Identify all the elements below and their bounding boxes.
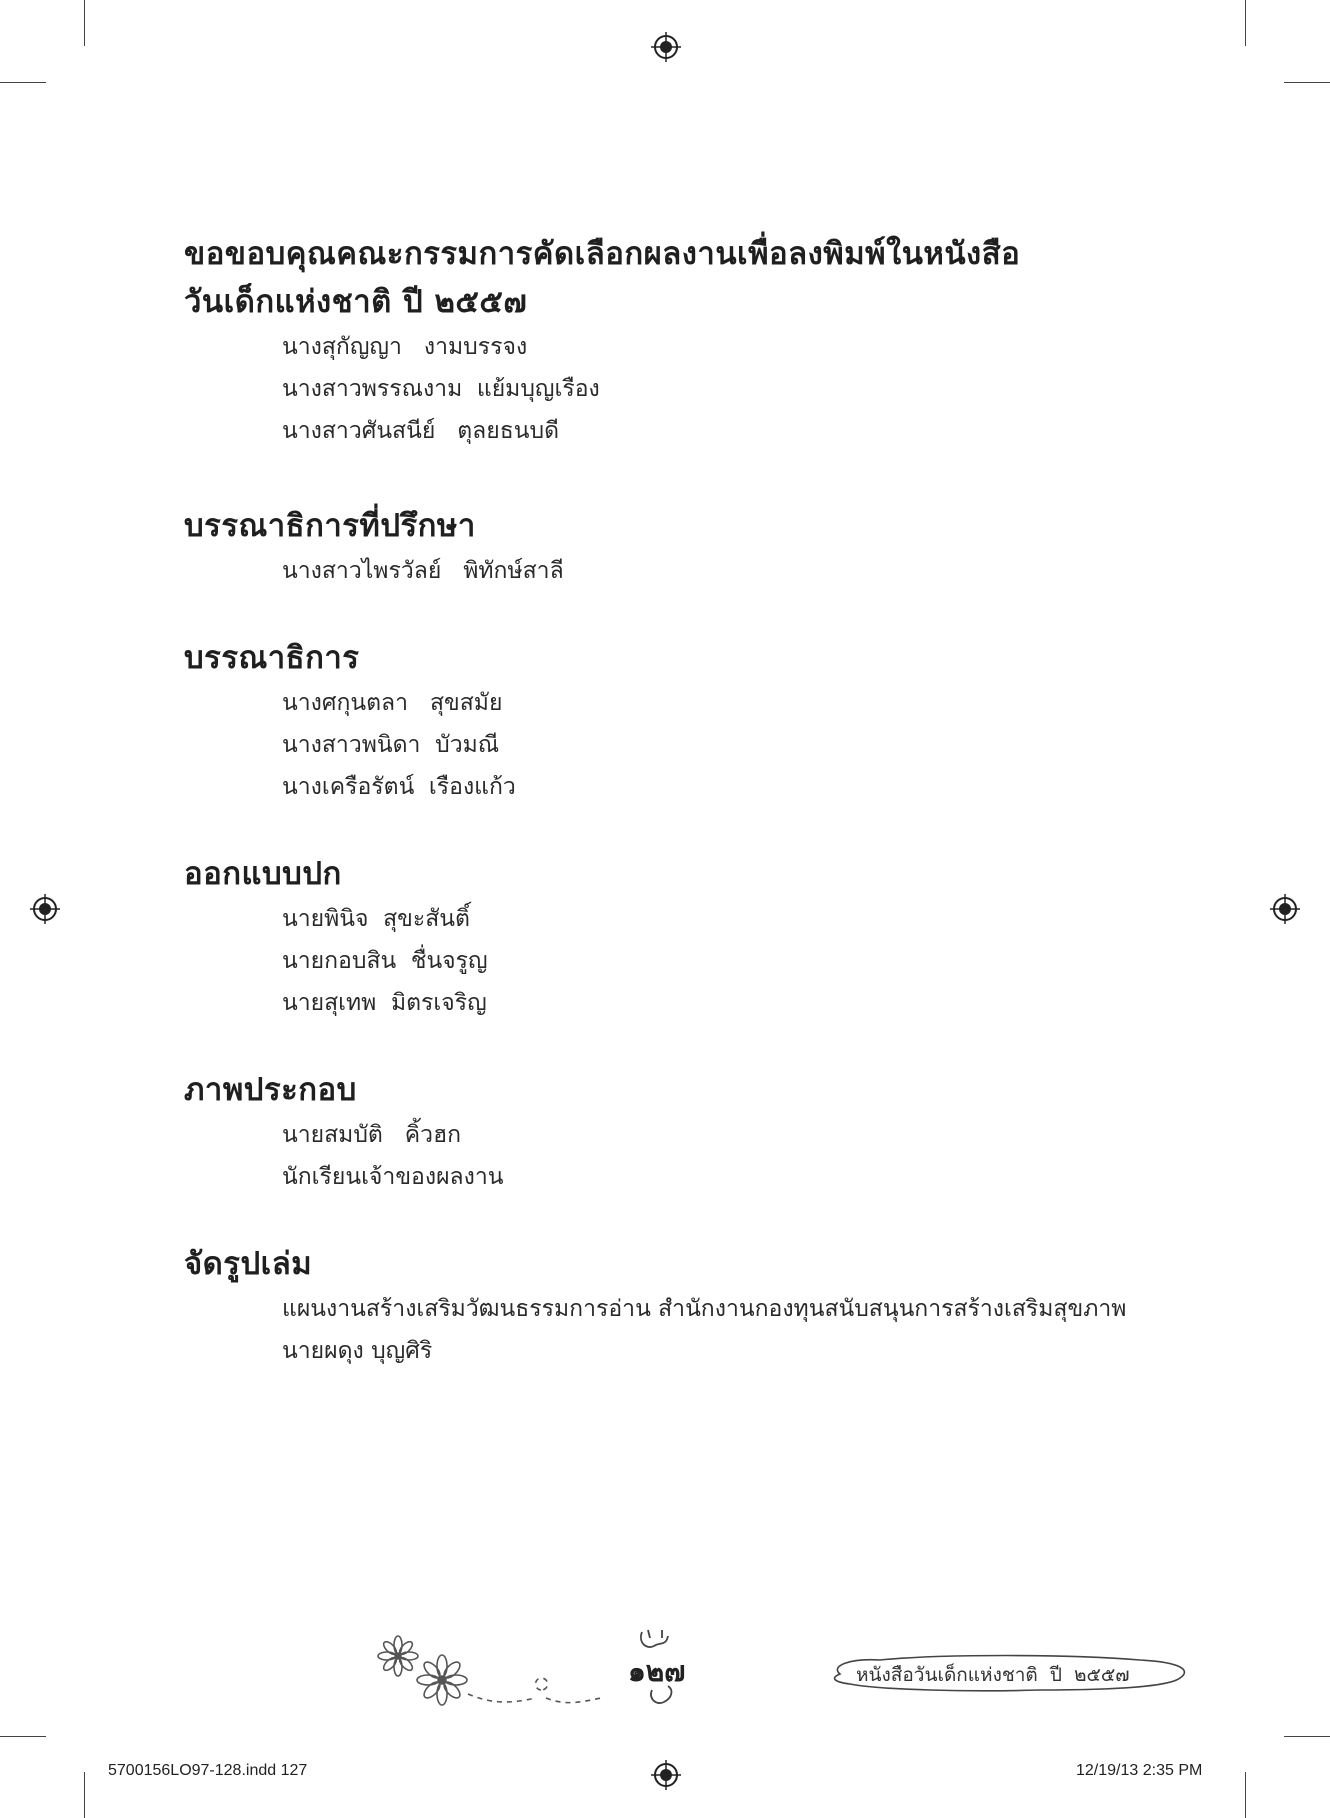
crop-mark [1245,0,1246,46]
crop-mark [0,82,46,83]
crop-mark [84,1772,85,1818]
registration-mark-icon [30,894,60,924]
credits-section-editors [184,634,1144,808]
slug-file-info: 5700156LO97-128.indd 127 [108,1762,308,1779]
person-name: แผนงานสร้างเสริมวัฒนธรรมการอ่าน สำนักงานกองทุนสนับสนุนการสร้างเสริมสุขภาพ [282,1296,1127,1322]
person-name: นายสมบัติ คิ้วฮก [282,1122,462,1148]
people-list [282,550,1144,592]
section-title: ออกแบบปก [184,856,342,892]
person-name: นักเรียนเจ้าของผลงาน [282,1164,504,1190]
people-list [282,682,1144,808]
section-title: ภาพประกอบ [184,1072,357,1108]
person-name: นางสาวไพรวัลย์ พิทักษ์สาลี [282,558,564,584]
person-name: นางสาวพนิดา บัวมณี [282,732,500,758]
slug-timestamp: 12/19/13 2:35 PM [1076,1762,1203,1779]
section-title: จัดรูปเล่ม [184,1246,313,1282]
credits-section-selection-committee [184,230,1144,452]
registration-mark-icon [1270,894,1300,924]
credits-section-cover-design [184,850,1144,1024]
people-list [282,326,1144,452]
person-name: นายพินิจ สุขะสันติ์ [282,906,470,932]
crop-mark [0,1736,46,1737]
people-list [282,898,1144,1024]
crop-mark [84,0,85,46]
credits-section-illustrations [184,1066,1144,1198]
person-name: นายผดุง บุญศิริ [282,1338,433,1364]
person-name: นางศกุนตลา สุขสมัย [282,690,503,716]
section-title: ขอขอบคุณคณะกรรมการคัดเลือกผลงานเพื่อลงพิมพ์ในหนังสือ [184,236,1021,272]
running-title: หนังสือวันเด็กแห่งชาติ ปี ๒๕๕๗ [856,1664,1130,1686]
section-title: บรรณาธิการ [184,640,360,676]
people-list [282,1288,1144,1372]
people-list [282,1114,1144,1198]
registration-mark-icon [651,32,681,62]
person-name: นางสุกัญญา งามบรรจง [282,334,528,360]
person-name: นางสาวพรรณงาม แย้มบุญเรือง [282,376,600,402]
person-name: นายกอบสิน ชื่นจรูญ [282,948,488,974]
credits-document [184,230,1144,1414]
section-title-continued: วันเด็กแห่งชาติ ปี ๒๕๕๗ [184,284,528,320]
person-name: นางเครือรัตน์ เรืองแก้ว [282,774,516,800]
credits-section-advisory-editor [184,502,1144,592]
credits-section-layout [184,1240,1144,1372]
page-number: ๑๒๗ [628,1655,686,1688]
person-name: นายสุเทพ มิตรเจริญ [282,990,487,1016]
registration-mark-icon [651,1760,681,1790]
section-title: บรรณาธิการที่ปรึกษา [184,508,476,544]
person-name: นางสาวศันสนีย์ ตุลยธนบดี [282,418,560,444]
crop-mark [1284,1736,1330,1737]
crop-mark [1284,82,1330,83]
crop-mark [1245,1772,1246,1818]
